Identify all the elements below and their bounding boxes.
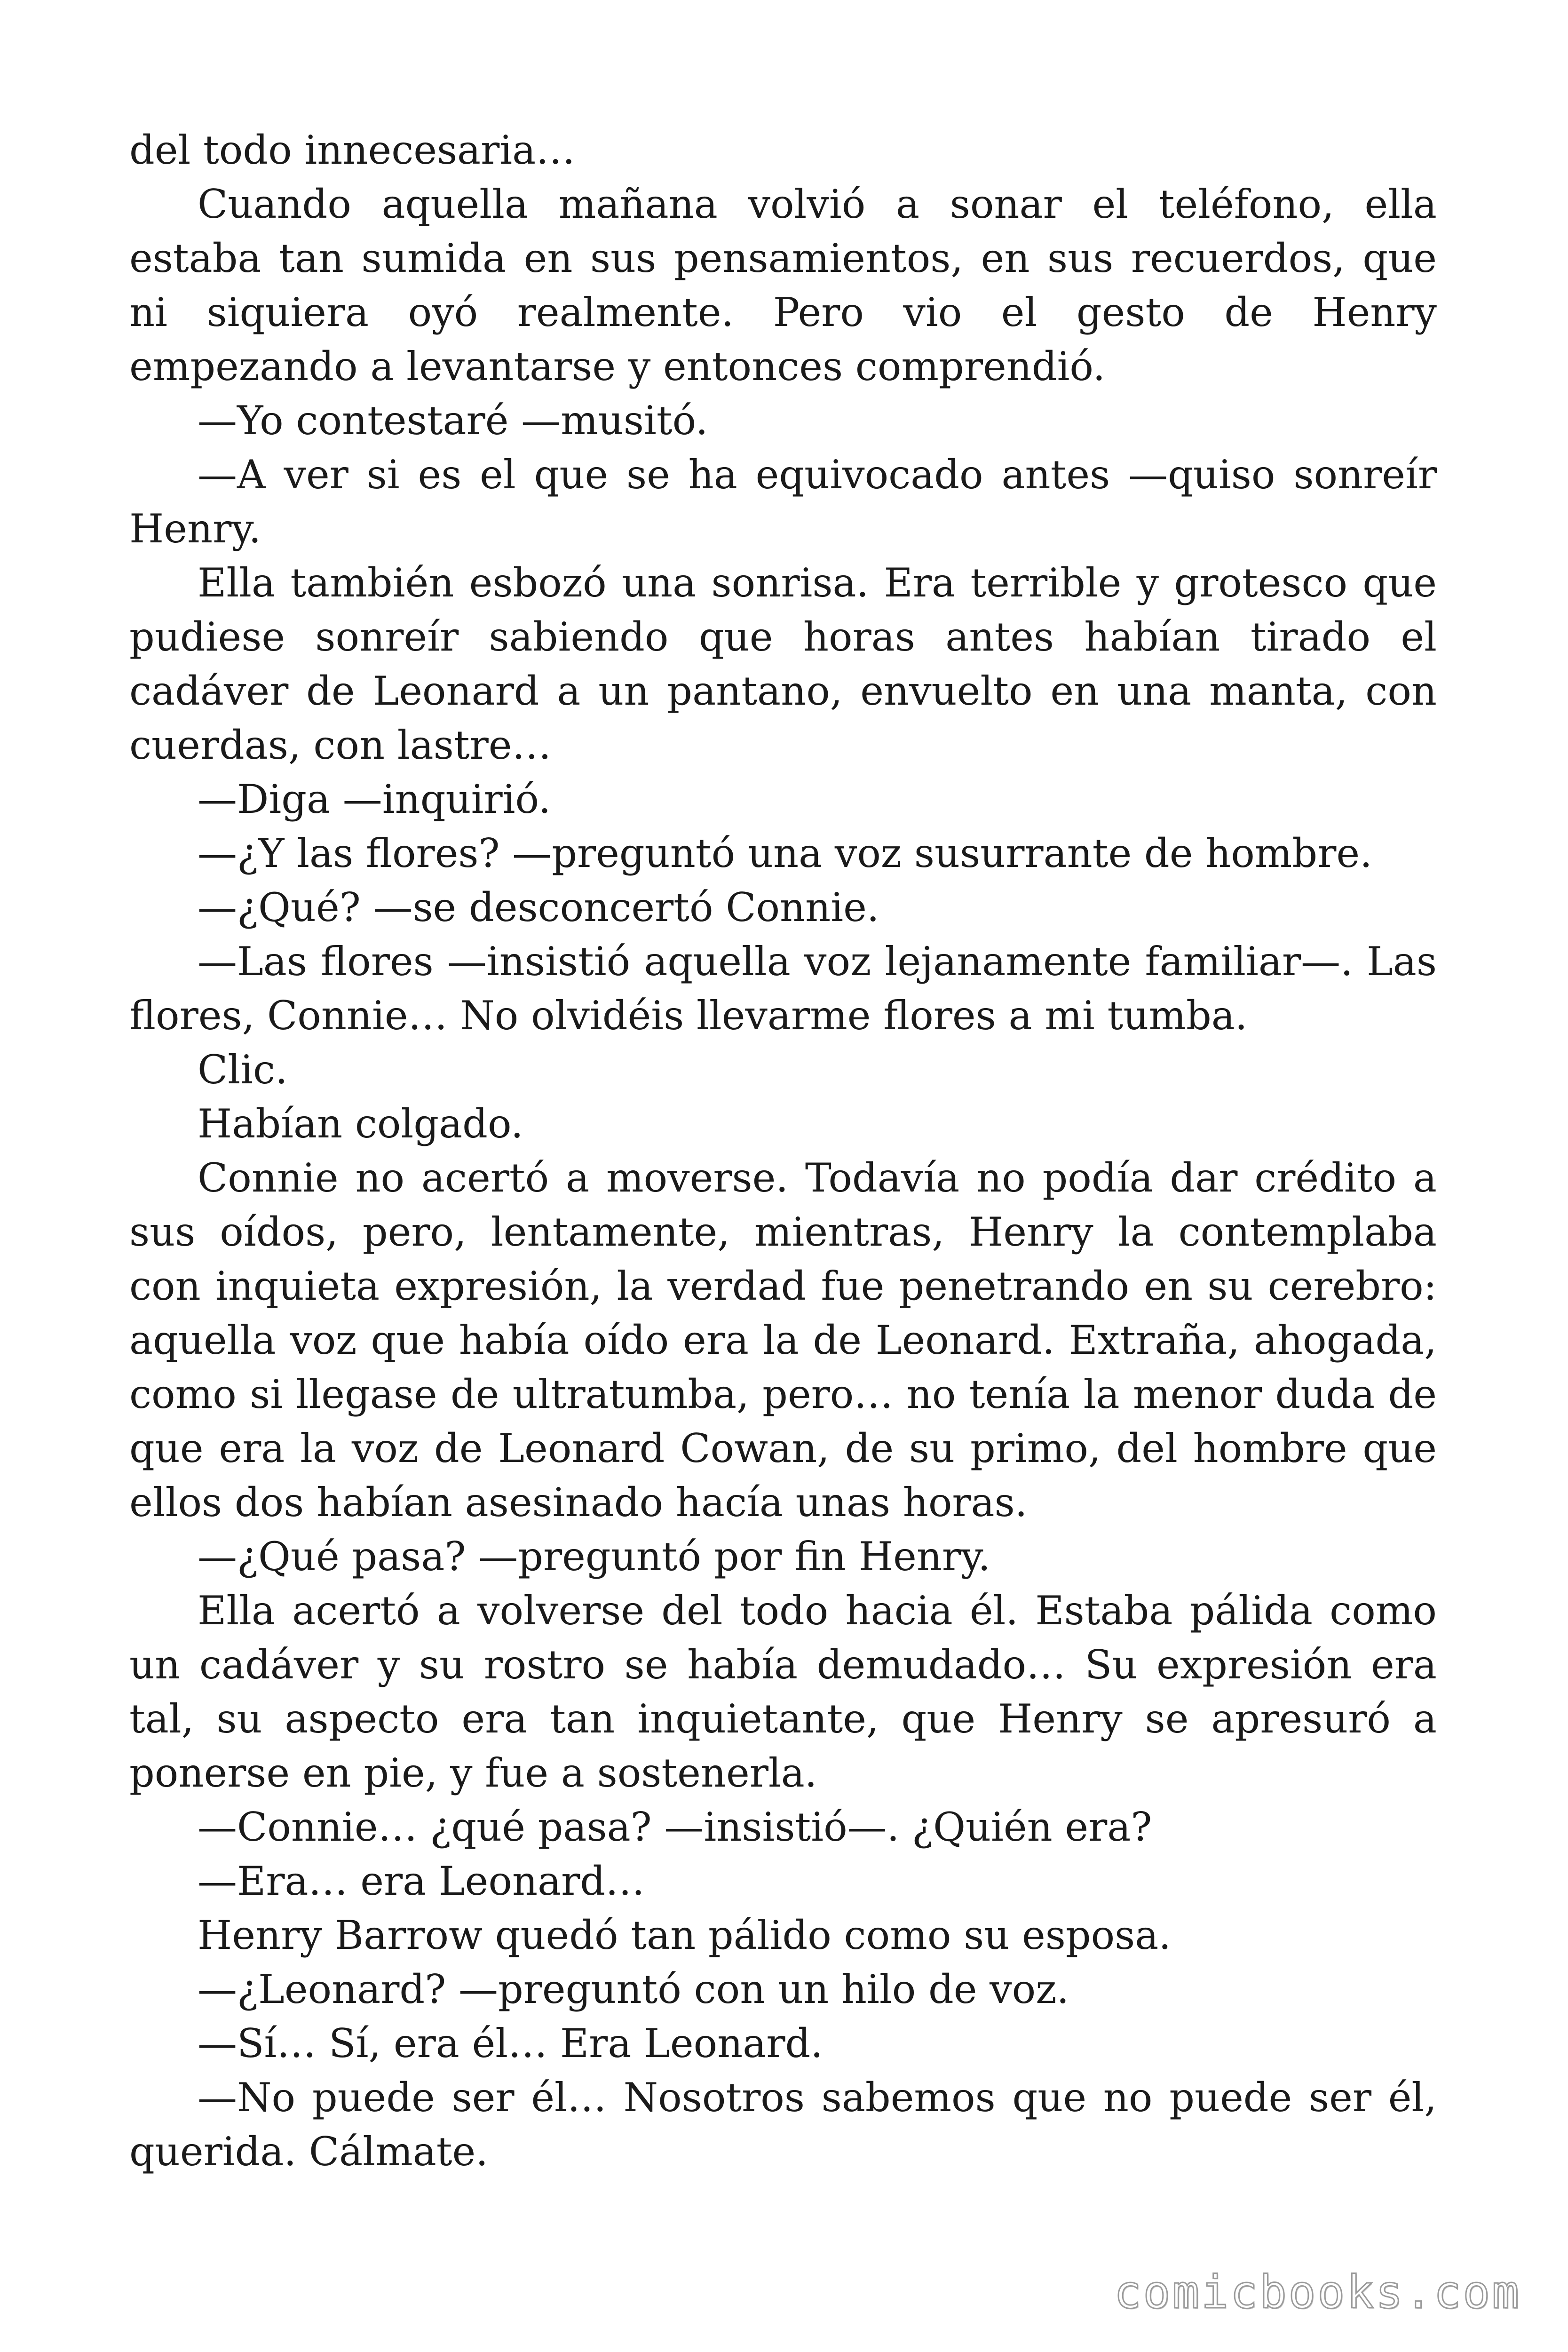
paragraph: del todo innecesaria…	[129, 127, 576, 173]
paragraph: —Yo contestaré —musitó.	[198, 397, 708, 444]
paragraph: —Diga —inquirió.	[198, 776, 551, 822]
paragraph: Connie no acertó a moverse. Todavía no podía dar crédito a sus oídos, pero, lentamente, mientras, Henry la contemplaba con inquieta expresión, la verdad fue penetrando en su cerebro: aquella voz que había oído era la de Leonard. Extraña, ahogada, como si llegase de ultratumba, pero… no tenía la menor duda de que era la voz de Leonard Cowan, de su primo, del hombre que ellos dos habían asesinado hacía unas horas.	[129, 1155, 1437, 1526]
paragraph: —¿Qué? —se desconcertó Connie.	[198, 884, 879, 930]
watermark: comicbooks.com	[1114, 2266, 1521, 2319]
paragraph: —¿Leonard? —preguntó con un hilo de voz.	[198, 1966, 1069, 2012]
paragraph: —A ver si es el que se ha equivocado antes —quiso sonreír Henry.	[129, 452, 1437, 552]
paragraph: —Las flores —insistió aquella voz lejanamente familiar—. Las flores, Connie… No olvidéis llevarme flores a mi tumba.	[129, 938, 1437, 1039]
paragraph: —No puede ser él… Nosotros sabemos que no puede ser él, querida. Cálmate.	[129, 2074, 1437, 2175]
paragraph: Ella también esbozó una sonrisa. Era terrible y grotesco que pudiese sonreír sabiendo que horas antes habían tirado el cadáver de Leonard a un pantano, envuelto en una manta, con cuerdas, con lastre…	[129, 560, 1437, 768]
paragraph: Cuando aquella mañana volvió a sonar el teléfono, ella estaba tan sumida en sus pensamientos, en sus recuerdos, que ni siquiera oyó realmente. Pero vio el gesto de Henry empezando a levantarse y entonces comprendió.	[129, 181, 1437, 389]
paragraph: —¿Qué pasa? —preguntó por fin Henry.	[198, 1534, 991, 1580]
paragraph: —¿Y las flores? —preguntó una voz susurrante de hombre.	[198, 830, 1372, 876]
body-text	[129, 123, 1437, 2179]
paragraph: Henry Barrow quedó tan pálido como su esposa.	[198, 1912, 1172, 1958]
paragraph: —Era… era Leonard…	[198, 1858, 645, 1904]
paragraph: —Sí… Sí, era él… Era Leonard.	[198, 2020, 823, 2066]
paragraph: Clic.	[198, 1047, 288, 1093]
paragraph: Ella acertó a volverse del todo hacia él. Estaba pálida como un cadáver y su rostro se había demudado… Su expresión era tal, su aspecto era tan inquietante, que Henry se apresuró a ponerse en pie, y fue a sostenerla.	[129, 1588, 1437, 1796]
paragraph: Habían colgado.	[198, 1101, 523, 1147]
paragraph: —Connie… ¿qué pasa? —insistió—. ¿Quién era?	[198, 1804, 1152, 1850]
